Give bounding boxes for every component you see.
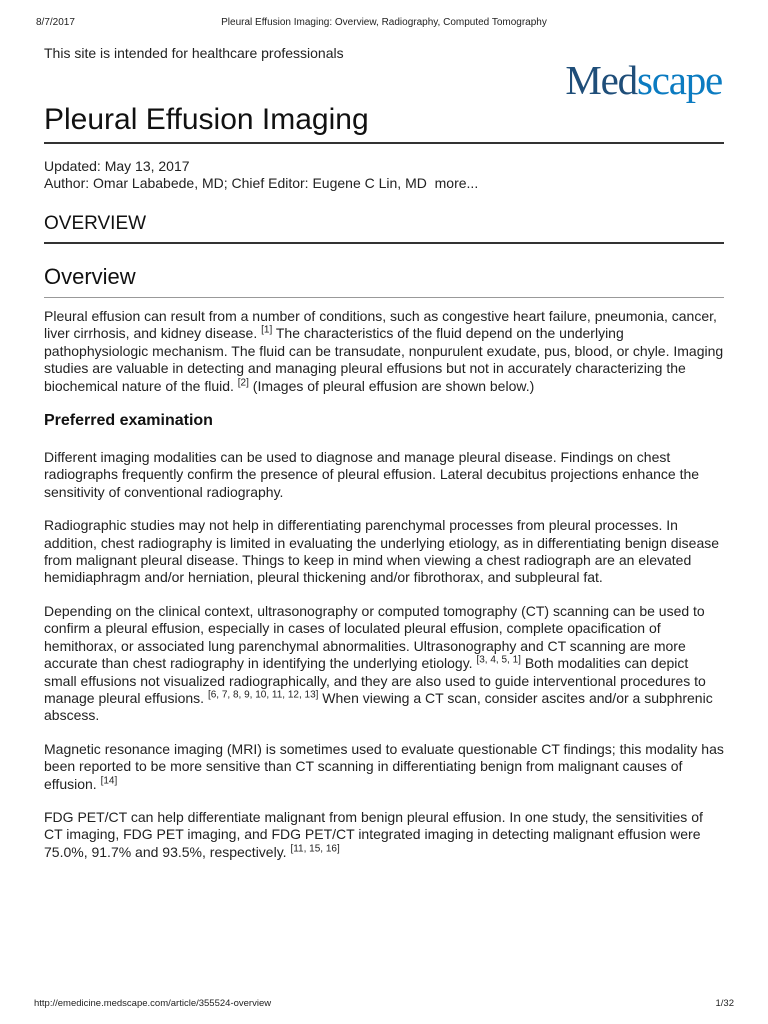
paragraph-text: FDG PET/CT can help differentiate malignant from benign pleural effusion. In one study, the sensitivities of CT imaging, FDG PET imaging, and FDG PET/CT integrated imaging in detecting malignant effusion were 75.0%, 91.7% and 93.5%, respectively. [44, 808, 703, 860]
section-title: Overview [44, 264, 136, 289]
paragraph-text: Depending on the clinical context, ultrasonography or computed tomography (CT) scanning can be used to confirm a pleural effusion, especially in cases of loculated pleural effusion, complete opacification of hemithorax, or associated lung parenchymal abnormalities. Ultrasonography and CT scanning are more accurate than chest radiography in identifying the underlying etiology. [44, 602, 705, 672]
section-title-underline [44, 297, 724, 298]
paragraph-radiographic: Radiographic studies may not help in differentiating parenchymal processes from pleural processes. In addition, chest radiography is limited in evaluating the underlying etiology, as in differentiating benign disease from malignant pleural disease. Things to keep in mind when viewing a chest radiograph are an elevated hemidiaphragm and/or herniation, pleural thickening and/or fibrothorax, and subpleural fat. [44, 517, 720, 586]
medscape-logo[interactable] [565, 58, 722, 102]
title-divider [44, 142, 724, 144]
paragraph-text: The characteristics of the fluid depend on the underlying pathophysiologic mechanism. The fluid can be transudate, nonpurulent exudate, pus, blood, or chyle. Imaging studies are valuable in detecting and managing pleural effusions but not in accurately characterizing the biochemical nature of the fluid. [44, 325, 724, 394]
paragraph-text: (Images of pleural effusion are shown below.) [248, 377, 535, 394]
section-divider [44, 242, 724, 244]
author-text: Author: Omar Lababede, MD; Chief Editor: Eugene C Lin, MD [44, 175, 427, 191]
section-tab-label: OVERVIEW [44, 213, 147, 234]
subheading-preferred-examination: Preferred examination [44, 412, 213, 430]
paragraph-text: Magnetic resonance imaging (MRI) is sometimes used to evaluate questionable CT findings; this modality has been reported to be more sensitive than CT scanning in differentiating benign from malignant causes of effusion. [44, 740, 724, 792]
reference-link[interactable]: [1] [261, 324, 273, 336]
reference-link[interactable]: [6, 7, 8, 9, 10, 11, 12, 13] [207, 689, 319, 701]
paragraph-intro [44, 308, 724, 395]
print-document-title: Pleural Effusion Imaging: Overview, Radiography, Computed Tomography [221, 17, 547, 28]
paragraph-mri [44, 741, 724, 793]
page-title: Pleural Effusion Imaging [44, 103, 369, 136]
reference-link[interactable]: [2] [237, 376, 249, 388]
article-body [44, 308, 724, 877]
print-header [36, 17, 732, 31]
paragraph-fdg-pet [44, 809, 724, 861]
page-number: 1/32 [715, 998, 734, 1009]
print-footer [34, 998, 734, 1012]
print-date: 8/7/2017 [36, 17, 75, 28]
paragraph-text: When viewing a CT scan, consider ascites and/or a subphrenic abscess. [44, 689, 713, 724]
paragraph-modalities: Different imaging modalities can be used to diagnose and manage pleural disease. Findings on chest radiographs frequently confirm the presence of pleural effusion. Lateral decubitus projections enhance the sensitivity of conventional radiography. [44, 449, 700, 500]
paragraph-text: Pleural effusion can result from a number of conditions, such as congestive heart failure, pneumonia, cancer, liver cirrhosis, and kidney disease. [44, 308, 717, 342]
paragraph-ultrasonography-ct [44, 603, 724, 725]
print-url: http://emedicine.medscape.com/article/355524-overview [34, 998, 272, 1009]
logo-part-scape: scape [636, 57, 722, 103]
more-authors-link[interactable]: more... [434, 175, 479, 191]
reference-link[interactable]: [14] [100, 774, 118, 786]
article-meta [44, 158, 478, 192]
reference-link[interactable]: [3, 4, 5, 1] [476, 654, 521, 666]
author-line [44, 175, 478, 192]
updated-date: Updated: May 13, 2017 [44, 158, 190, 174]
reference-link[interactable]: [11, 15, 16] [290, 843, 340, 855]
paragraph-text: Both modalities can depict small effusions not visualized radiographically, and they are also used to guide interventional procedures to manage pleural effusions. [44, 655, 706, 706]
logo-part-med: Med [565, 57, 637, 103]
healthcare-notice: This site is intended for healthcare professionals [44, 45, 344, 61]
article-content [44, 44, 724, 860]
